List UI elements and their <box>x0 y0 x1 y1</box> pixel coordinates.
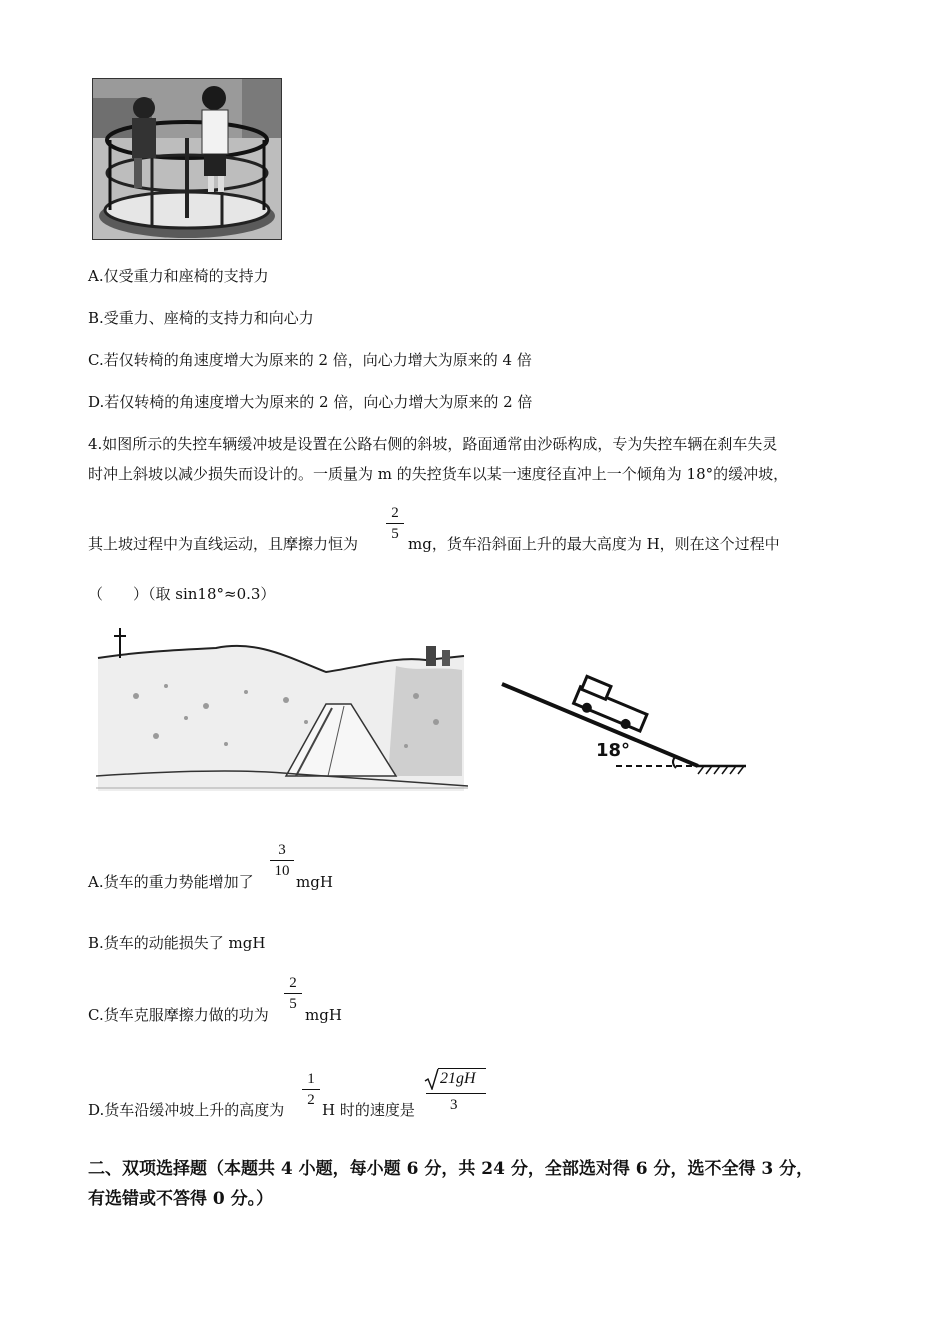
radicand: 21gH <box>440 1070 476 1087</box>
q4-option-c-fraction <box>284 974 302 1013</box>
q4-fraction-friction <box>386 504 404 543</box>
carousel-photo <box>92 78 282 240</box>
q4-stem-line2: 时冲上斜坡以减少损失而设计的。一质量为 m 的失控货车以某一速度径直冲上一个倾角为 18°的缓冲坡， <box>88 465 789 483</box>
fraction-numerator: 2 <box>289 975 297 991</box>
q4-option-c-post: mgH <box>305 1006 342 1024</box>
denominator: 3 <box>450 1097 458 1113</box>
q3-option-c: C.若仅转椅的角速度增大为原来的 2 倍，向心力增大为原来的 4 倍 <box>88 351 532 369</box>
q4-stem-line4: （ ）（取 sin18°≈0.3） <box>88 585 276 603</box>
angle-label: 18° <box>596 740 631 761</box>
runaway-ramp-photo <box>96 626 468 791</box>
q4-option-d-pre: D.货车沿缓冲坡上升的高度为 <box>88 1101 285 1119</box>
square-root-sign-icon <box>424 1068 440 1090</box>
fraction-denominator: 5 <box>391 526 399 542</box>
section2-heading-line1: 二、双项选择题（本题共 4 小题，每小题 6 分，共 24 分，全部选对得 6 分，选不全得 3 分， <box>88 1159 814 1179</box>
q4-option-a-post: mgH <box>296 873 333 891</box>
q4-option-a-pre: A.货车的重力势能增加了 <box>88 873 254 891</box>
q4-stem-line1: 4.如图所示的失控车辆缓冲坡是设置在公路右侧的斜坡，路面通常由沙砾构成，专为失控车辆在刹车失灵 <box>88 435 778 453</box>
fraction-denominator: 10 <box>274 863 290 879</box>
fraction-denominator: 5 <box>289 996 297 1012</box>
q4-option-a-fraction <box>270 841 294 880</box>
q4-stem-line3-pre: 其上坡过程中为直线运动，且摩擦力恒为 <box>88 535 359 553</box>
q4-option-d-fraction <box>302 1070 320 1109</box>
fraction-denominator: 2 <box>307 1092 315 1108</box>
section2-heading-line2: 有选错或不答得 0 分。） <box>88 1189 274 1209</box>
q4-option-d-mid: H 时的速度是 <box>322 1101 415 1119</box>
fraction-numerator: 1 <box>307 1071 315 1087</box>
q4-option-c-pre: C.货车克服摩擦力做的功为 <box>88 1006 269 1024</box>
q4-option-b: B.货车的动能损失了 mgH <box>88 934 266 952</box>
incline-diagram <box>498 672 750 782</box>
q4-stem-line3-post: mg，货车沿斜面上升的最大高度为 H，则在这个过程中 <box>408 535 780 553</box>
fraction-numerator: 2 <box>391 505 399 521</box>
q4-option-d-velocity-expression <box>424 1064 488 1116</box>
q3-option-a: A.仅受重力和座椅的支持力 <box>88 267 269 285</box>
q3-option-b: B.受重力、座椅的支持力和向心力 <box>88 309 314 327</box>
fraction-numerator: 3 <box>278 842 286 858</box>
q3-option-d: D.若仅转椅的角速度增大为原来的 2 倍，向心力增大为原来的 2 倍 <box>88 393 533 411</box>
